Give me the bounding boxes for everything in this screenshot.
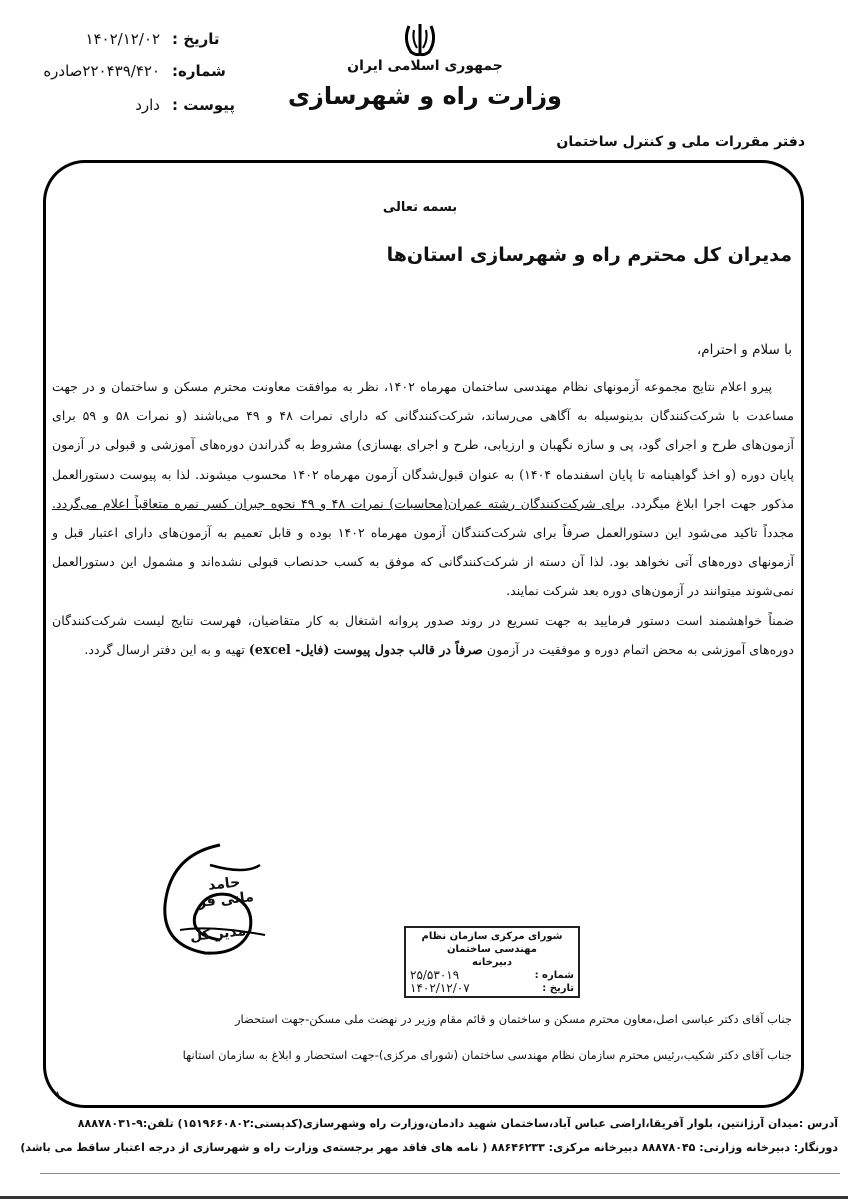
republic-title: جمهوری اسلامی ایران: [347, 58, 503, 74]
paragraph-2: [52, 606, 794, 664]
stamp-org: شورای مرکزی سازمان نظام مهندسی ساختمان: [421, 931, 563, 955]
basmala: بسمه تعالی: [382, 200, 458, 215]
footer-fax: دورنگار: دبیرخانه وزارتی: ۸۸۸۷۸۰۴۵ دبیرخانه مرکزی: ۸۸۶۴۶۲۳۳ ( نامه های فاقد مهر برجسته‌ی وزارت راه و شهرسازی از درجه اعتبار ساقط می باشد): [20, 1141, 838, 1154]
paragraph-1-underlined: برای شرکت‌کنندگان رشته عمران(محاسبات) نمرات ۴۸ و ۴۹ نحوه جبران کسر نمره متعاقباً اعلام می‌گردد.: [52, 495, 626, 511]
signature-title: مدیر کل: [189, 923, 247, 945]
signature-name: حامد مانی فر: [197, 874, 255, 911]
stamp-date-label: تاریخ :: [542, 983, 574, 994]
number-row: [0, 62, 250, 86]
stamp-number-value: ۲۵/۵۳۰۱۹: [410, 968, 460, 982]
office-title: دفتر مقررات ملی و کنترل ساختمان: [556, 134, 805, 150]
letter-body: [52, 372, 794, 664]
page-number: ۱: [55, 1088, 62, 1102]
stamp-number-label: شماره :: [534, 970, 574, 981]
attachment-label: پیوست :: [172, 96, 236, 114]
cc-line-1: جناب آقای دکتر عباسی اصل،معاون محترم مسکن و ساختمان و قائم مقام وزیر در نهضت ملی مسکن-جهت استحضار: [234, 1012, 792, 1026]
ministry-title: وزارت راه و شهرسازی: [288, 82, 562, 110]
page-bottom-edge: [0, 1196, 848, 1199]
footer-address: آدرس :میدان آرژانتین، بلوار آفریقا،اراضی عباس آباد،ساختمان شهید دادمان،وزارت راه وشهرسازی(کدپستی:۱۵۱۹۶۶۰۸۰۲) تلفن:۹-۸۸۸۷۸۰۳۱: [77, 1117, 838, 1130]
paragraph-2-end: تهیه و به این دفتر ارسال گردد.: [84, 641, 245, 657]
number-value: ۲۲۰۴۳۹/۴۲۰صادره: [43, 62, 160, 80]
attachment-value: دارد: [135, 96, 160, 114]
footer-divider: [40, 1173, 840, 1174]
receipt-stamp: [404, 926, 580, 998]
paragraph-1-continued: مجدداً تاکید می‌شود این دستورالعمل صرفاً برای شرکت‌کنندگان آزمون مهرماه ۱۴۰۲ بوده و قابل تعمیم به آزمون‌های دارای اعتبار قبل و آزمونهای دوره‌های آتی نخواهد بود. لذا آن دسته از شرکت‌کنندگانی که موفق به کسب حدنصاب قبولی نشده‌اند و مشمول این دستورالعمل نمی‌شوند میتوانند در آزمون‌های دوره بعد شرکت نمایند.: [52, 525, 794, 599]
stamp-date-row: [410, 982, 574, 995]
date-value: ۱۴۰۲/۱۲/۰۲: [85, 30, 160, 48]
paragraph-1: [52, 372, 794, 606]
date-label: تاریخ :: [172, 30, 220, 48]
stamp-date-value: ۱۴۰۲/۱۲/۰۷: [410, 981, 470, 995]
paragraph-1-text: پیرو اعلام نتایج مجموعه آزمونهای نظام مهندسی ساختمان مهرماه ۱۴۰۲، نظر به موافقت معاونت محترم مسکن و ساختمان و در جهت مساعدت با شرکت‌کنندگان بدینوسیله به آگاهی می‌رساند، شرکت‌کنندگانی که دارای نمرات ۴۸ و ۴۹ می‌باشند (و نمرات ۵۸ و ۵۹ برای آزمون‌های طرح و اجرای گود، پی و سازه نگهبان و ارزیابی، طرح و اجرای بهسازی) مشروط به گذراندن دوره‌های آموزشی و قبولی در آزمون پایان دوره (و اخذ گواهینامه تا پایان اسفندماه ۱۴۰۴) به عنوان قبول‌شدگان آزمون مهرماه ۱۴۰۲ محسوب میشوند. لذا به پیوست دستورالعمل مذکور جهت اجرا ابلاغ میگردد.: [52, 379, 795, 511]
paragraph-2-text: ضمناً خواهشمند است دستور فرمایید به جهت تسریع در روند صدور پروانه اشتغال به کار متقاضیان، فهرست نتایج لیست شرکت‌کنندگان دوره‌های آموزشی به محض اتمام دوره و موفقیت در آزمون: [52, 612, 794, 657]
stamp-dept: دبیرخانه: [472, 957, 512, 968]
paragraph-2-bold: صرفاً در قالب جدول پیوست (فایل- excel): [248, 641, 483, 657]
attachment-row: [0, 96, 250, 120]
addressee: مدیران کل محترم راه و شهرسازی استان‌ها: [386, 244, 792, 266]
iran-emblem-icon: [395, 20, 445, 60]
greeting: با سلام و احترام،: [696, 342, 792, 358]
cc-line-2: جناب آقای دکتر شکیب،رئیس محترم سازمان نظام مهندسی ساختمان (شورای مرکزی)-جهت استحضار و ابلاغ به سازمان استانها: [182, 1048, 792, 1062]
date-row: [0, 30, 250, 54]
number-label: شماره:: [172, 62, 226, 80]
